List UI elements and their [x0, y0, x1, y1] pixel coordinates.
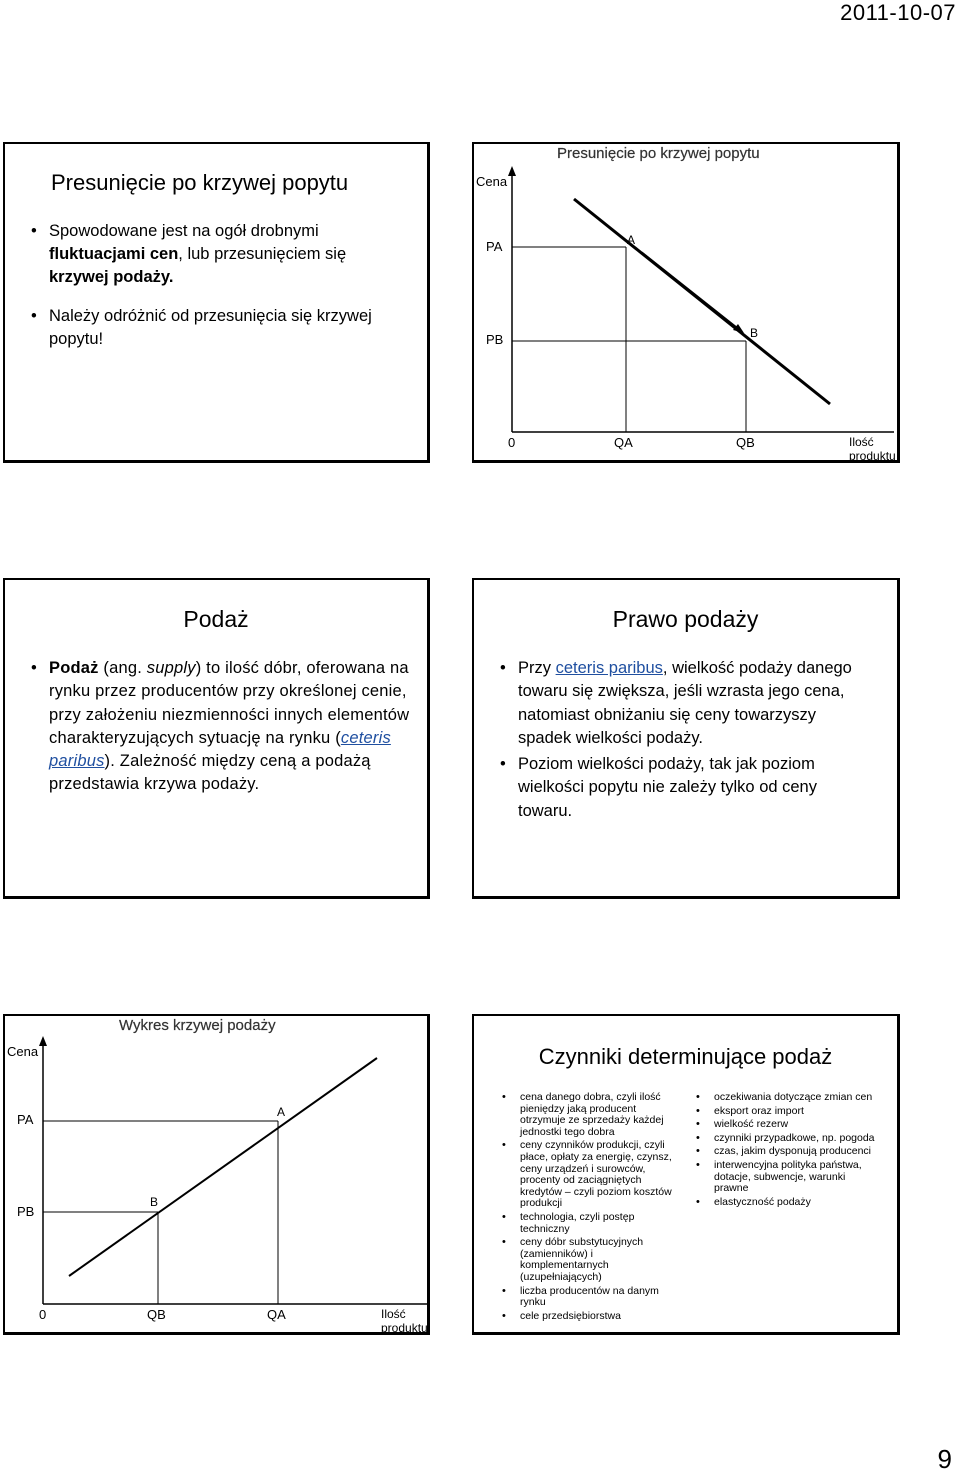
slide-title: Presunięcie po krzywej popytu	[51, 170, 349, 195]
origin-label: 0	[508, 435, 516, 450]
ceteris-paribus-link[interactable]: ceteris paribus	[555, 659, 663, 677]
bullet-text: , wielkość podaży danego towaru się zwiększa, jeśli wzrasta jego cena, natomiast obniżaniu się ceny towarzyszy spadek wielkości podaży.	[518, 659, 852, 747]
origin-label: 0	[39, 1307, 47, 1322]
demand-curve-diagram	[474, 144, 900, 462]
determinants-list-right	[696, 1092, 876, 1210]
supply-curve	[69, 1058, 377, 1276]
determinant-item: • czas, jakim dysponują producenci	[696, 1146, 876, 1158]
slide-title: Prawo podaży	[612, 606, 759, 632]
tick-label-pb: PB	[486, 332, 504, 347]
bullet-item	[500, 753, 870, 823]
bullet-text: ). Zależność między ceną a podażą przedstawia krzywa podaży.	[49, 752, 371, 794]
determinants-list-left	[502, 1092, 674, 1324]
header-date: 2011-10-07	[840, 0, 956, 25]
determinant-item: • eksport oraz import	[696, 1106, 876, 1118]
determinant-item: • cena danego dobra, czyli ilość pieniędzy jaką producent otrzymuje ze sprzedaży każdej jednostki tego dobra	[502, 1092, 674, 1138]
bullet-text: , lub przesunięciem się	[178, 245, 347, 263]
determinant-item: • liczba producentów na danym rynku	[502, 1286, 674, 1309]
bullet-text: Spowodowane jest na ogół drobnymi	[49, 222, 319, 240]
bullet-text: Przy	[518, 659, 556, 677]
slide-title: Czynniki determinujące podaż	[538, 1044, 833, 1069]
bullet-bold-text: krzywej podaży.	[49, 268, 174, 286]
tick-label-pa: PA	[486, 239, 503, 254]
slide-law-of-supply	[472, 578, 900, 899]
x-axis-label: produktu	[381, 1321, 428, 1334]
diagram-title: Presunięcie po krzywej popytu	[557, 145, 760, 162]
bullet-list	[500, 657, 870, 826]
point-label-b: B	[750, 326, 759, 340]
point-label-a: A	[277, 1105, 286, 1119]
slide-demand-movement-chart	[472, 142, 900, 463]
slide-supply-definition	[3, 578, 430, 899]
page-number: 9	[937, 1444, 952, 1474]
tick-label-qa: QA	[267, 1307, 286, 1322]
tick-label-qb: QB	[736, 435, 755, 450]
y-axis-arrow	[508, 166, 516, 176]
determinant-item: • interwencyjna polityka państwa, dotacje, subwencje, warunki prawne	[696, 1160, 876, 1195]
determinant-item: • ceny dóbr substytucyjnych (zamienników) i komplementarnych (uzupełniających)	[502, 1237, 674, 1283]
bullet-text: Poziom wielkości podaży, tak jak poziom wielkości popytu nie zależy tylko od ceny towaru.	[518, 755, 817, 820]
determinant-item: • wielkość rezerw	[696, 1119, 876, 1131]
bullet-item	[500, 657, 870, 750]
slide-supply-determinants	[472, 1014, 900, 1335]
bullet-list	[31, 657, 411, 797]
determinant-item: • technologia, czyli postęp techniczny	[502, 1212, 674, 1235]
determinant-item: • ceny czynników produkcji, czyli płace, opłaty za energię, czynsz, ceny urządzeń i surowców, procenty od zaciągniętych kredytów – czyli poziom kosztów produkcji	[502, 1140, 674, 1210]
determinant-item: • oczekiwania dotyczące zmian cen	[696, 1092, 876, 1104]
determinant-item: • czynniki przypadkowe, np. pogoda	[696, 1133, 876, 1145]
determinant-item: • elastyczność podaży	[696, 1197, 876, 1209]
bullet-item	[31, 220, 391, 289]
x-axis-label: Ilość	[381, 1307, 406, 1321]
slide-demand-movement-text	[3, 142, 430, 463]
slide-supply-curve-chart	[3, 1014, 430, 1335]
x-axis-label: Ilość	[849, 435, 874, 449]
y-axis-arrow	[39, 1036, 47, 1046]
tick-label-pa: PA	[17, 1112, 34, 1127]
bullet-item	[31, 305, 391, 351]
point-label-a: A	[627, 233, 636, 247]
diagram-title: Wykres krzywej podaży	[119, 1017, 276, 1034]
supply-curve-diagram	[5, 1016, 430, 1334]
bullet-text: Należy odróżnić od przesunięcia się krzywej popytu!	[49, 307, 372, 348]
movement-arrow	[642, 252, 738, 328]
tick-label-pb: PB	[17, 1204, 35, 1219]
tick-label-qa: QA	[614, 435, 633, 450]
bullet-item	[31, 657, 411, 797]
bullet-italic-text: supply	[146, 659, 196, 677]
ceteris-paribus-link[interactable]: ceteris paribus	[49, 728, 391, 771]
bullet-text: ) to ilość dóbr, oferowana na rynku przez producentów przy określonej cenie, przy założeniu niezmienności innych elementów charakteryzujących sytuację na rynku (	[49, 659, 410, 747]
demand-curve	[574, 199, 830, 404]
bullet-list	[31, 220, 391, 367]
y-axis-label: Cena	[7, 1044, 39, 1059]
bullet-text: (ang.	[98, 659, 147, 677]
tick-label-qb: QB	[147, 1307, 166, 1322]
bullet-bold-text: Podaż	[49, 659, 99, 677]
determinant-item: • cele przedsiębiorstwa	[502, 1311, 674, 1323]
bullet-bold-text: fluktuacjami cen	[49, 245, 179, 263]
slide-title: Podaż	[183, 606, 249, 632]
y-axis-label: Cena	[476, 174, 508, 189]
x-axis-label: produktu	[849, 449, 896, 462]
point-label-b: B	[150, 1195, 159, 1209]
